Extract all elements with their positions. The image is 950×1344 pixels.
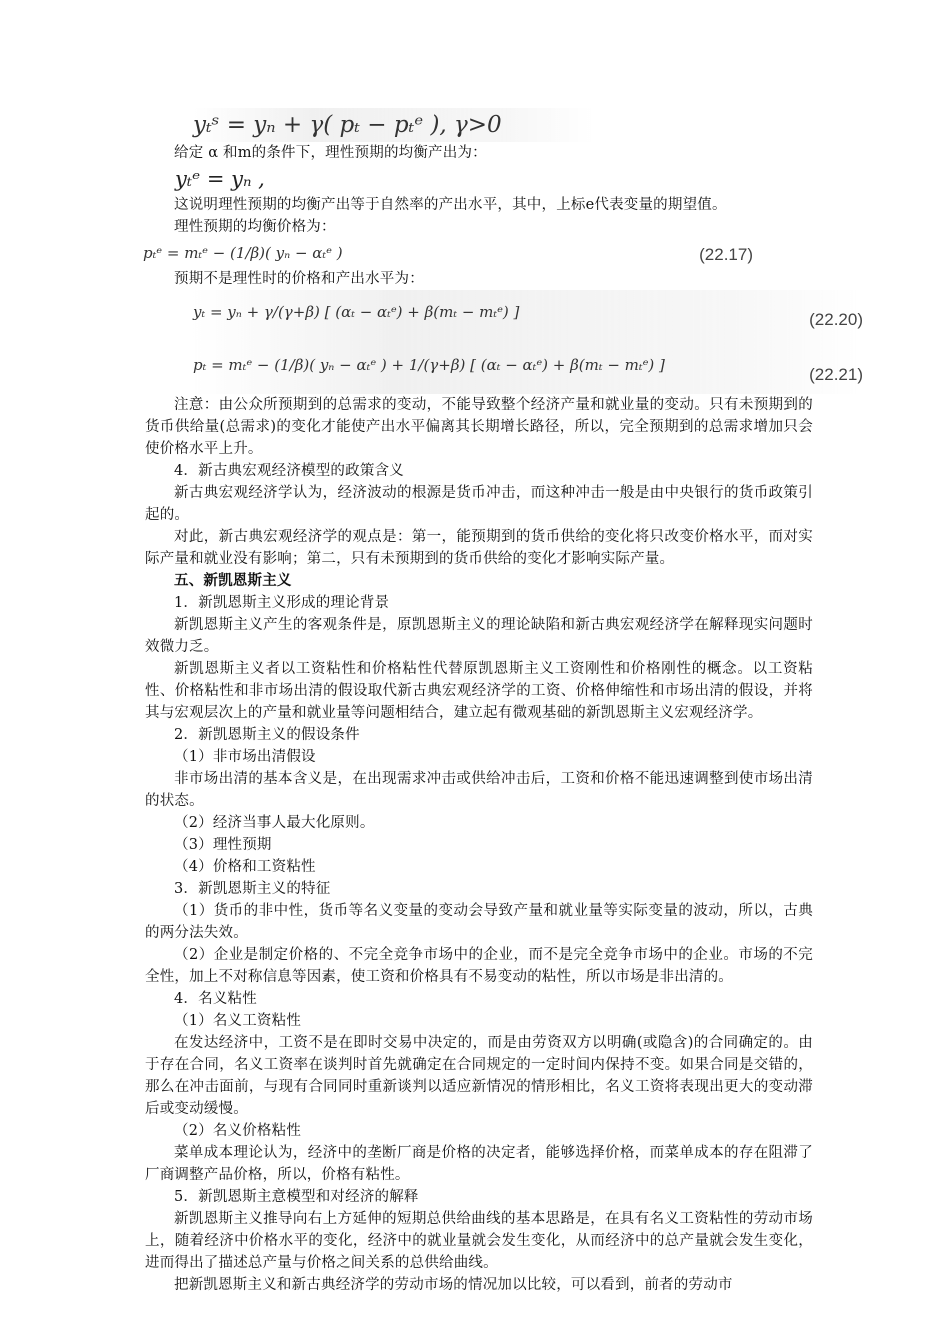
formula-expected-output bbox=[175, 164, 813, 194]
subsection-heading: （2）名义价格粘性 bbox=[174, 1123, 302, 1139]
chapter-heading: 五、新凯恩斯主义 bbox=[174, 572, 292, 589]
section-heading: 1．新凯恩斯主义形成的理论背景 bbox=[174, 595, 390, 611]
paragraph: 菜单成本理论认为，经济中的垄断厂商是价格的决定者，能够选择价格，而菜单成本的存在阻滞了厂商调整产品价格，所以，价格有粘性。 bbox=[145, 1145, 813, 1183]
equation-number: (22.20) bbox=[809, 310, 863, 329]
formula-price-nonrational bbox=[193, 340, 863, 394]
formula-text: yₜ = yₙ + γ/(γ+β) [ (αₜ − αₜᵉ) + β(mₜ − mₜᵉ) ] bbox=[193, 303, 520, 321]
section-heading: 5．新凯恩斯主意模型和对经济的解释 bbox=[174, 1189, 419, 1205]
subsection-heading: （4）价格和工资粘性 bbox=[174, 859, 316, 875]
subsection-heading: （3）理性预期 bbox=[174, 837, 272, 853]
formula-equilibrium-price bbox=[143, 238, 813, 268]
subsection-heading: （1）名义工资粘性 bbox=[174, 1013, 302, 1029]
paragraph: 对此，新古典宏观经济学的观点是：第一，能预期到的货币供给的变化将只改变价格水平，而对实际产量和就业没有影响；第二，只有未预期到的货币供给的变化才影响实际产量。 bbox=[145, 529, 813, 567]
subsection-heading: （1）非市场出清假设 bbox=[174, 749, 316, 765]
formula-supply-equation bbox=[193, 108, 593, 142]
paragraph: 理性预期的均衡价格为： bbox=[174, 219, 336, 235]
paragraph: 把新凯恩斯主义和新古典经济学的劳动市场的情况加以比较，可以看到，前者的劳动市 bbox=[174, 1277, 733, 1293]
paragraph: 新古典宏观经济学认为，经济波动的根源是货币冲击，而这种冲击一般是由中央银行的货币政策引起的。 bbox=[145, 485, 813, 523]
section-heading: 4．名义粘性 bbox=[174, 991, 257, 1007]
paragraph: 新凯恩斯主义产生的客观条件是，原凯恩斯主义的理论缺陷和新古典宏观经济学在解释现实问题时效微力乏。 bbox=[145, 617, 813, 655]
paragraph: 非市场出清的基本含义是，在出现需求冲击或供给冲击后，工资和价格不能迅速调整到使市场出清的状态。 bbox=[145, 771, 813, 809]
paragraph: 预期不是理性时的价格和产出水平为： bbox=[174, 271, 424, 287]
section-heading: 4．新古典宏观经济模型的政策含义 bbox=[174, 463, 404, 479]
formula-output-nonrational bbox=[193, 290, 863, 340]
subsection-heading: （2）经济当事人最大化原则。 bbox=[174, 815, 375, 831]
equation-number: (22.17) bbox=[699, 245, 753, 264]
paragraph: 新凯恩斯主义者以工资粘性和价格粘性代替原凯恩斯主义工资刚性和价格刚性的概念。以工资粘性、价格粘性和非市场出清的假设取代新古典宏观经济学的工资、价格伸缩性和市场出清的假设，并将其与宏观层次上的产量和就业量等问题相结合，建立起有微观基础的新凯恩斯主义宏观经济学。 bbox=[145, 661, 813, 721]
paragraph: 在发达经济中，工资不是在即时交易中决定的，而是由劳资双方以明确(或隐含)的合同确定的。由于存在合同，名义工资率在谈判时首先就确定在合同规定的一定时间内保持不变。如果合同是交错的，那么在冲击面前，与现有合同同时重新谈判以适应新情况的情形相比，名义工资将表现出更大的变动滞后或变动缓慢。 bbox=[145, 1035, 813, 1117]
section-heading: 2．新凯恩斯主义的假设条件 bbox=[174, 727, 360, 743]
section-heading: 3．新凯恩斯主义的特征 bbox=[174, 881, 331, 897]
formula-text: yₜˢ = yₙ + γ( pₜ − pₜᵉ ), γ>0 bbox=[193, 112, 502, 138]
paragraph: 注意：由公众所预期到的总需求的变动，不能导致整个经济产量和就业量的变动。只有未预期到的货币供给量(总需求)的变化才能使产出水平偏离其长期增长路径，所以，完全预期到的总需求增加只会使价格水平上升。 bbox=[145, 397, 813, 457]
formula-text: pₜᵉ = mₜᵉ − (1/β)( yₙ − αₜᵉ ) bbox=[143, 244, 343, 262]
formula-text: pₜ = mₜᵉ − (1/β)( yₙ − αₜᵉ ) + 1/(γ+β) [ (αₜ − αₜᵉ) + β(mₜ − mₜᵉ) ] bbox=[193, 356, 665, 374]
paragraph: 新凯恩斯主义推导向右上方延伸的短期总供给曲线的基本思路是，在具有名义工资粘性的劳动市场上，随着经济中价格水平的变化，经济中的就业量就会发生变化，从而经济中的总产量就会发生变化，进而得出了描述总产量与价格之间关系的总供给曲线。 bbox=[145, 1211, 813, 1271]
equation-number: (22.21) bbox=[809, 365, 863, 384]
paragraph: 这说明理性预期的均衡产出等于自然率的产出水平，其中，上标e代表变量的期望值。 bbox=[174, 197, 727, 213]
paragraph: 给定 α 和m的条件下，理性预期的均衡产出为： bbox=[174, 145, 487, 161]
paragraph: （1）货币的非中性，货币等名义变量的变动会导致产量和就业量等实际变量的波动，所以，古典的两分法失效。 bbox=[145, 903, 813, 941]
paragraph: （2）企业是制定价格的、不完全竞争市场中的企业，而不是完全竞争市场中的企业。市场的不完全性，加上不对称信息等因素，使工资和价格具有不易变动的粘性，所以市场是非出清的。 bbox=[145, 947, 813, 985]
document-body bbox=[143, 108, 863, 1296]
formula-text: yₜᵉ = yₙ , bbox=[175, 167, 265, 191]
